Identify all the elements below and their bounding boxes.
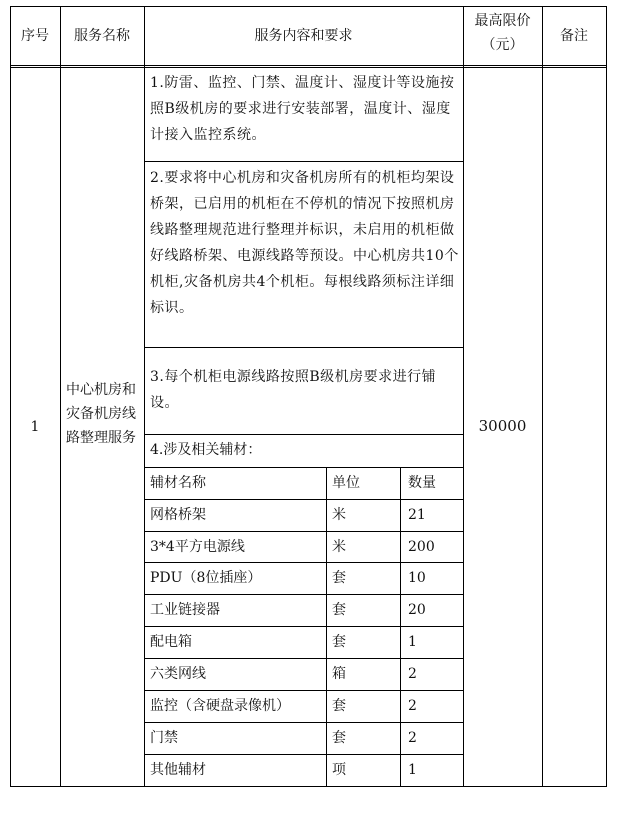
content-item-2: 2.要求将中心机房和灾备机房所有的机柜均架设桥架，已启用的机柜在不停机的情况下按照机房线路整理规范进行整理并标识，未启用的机柜做好线路桥架、电源线路等预设。中心机房共10个机柜,灾备机房共4个机柜。每根线路须标注详细标识。 <box>150 170 459 316</box>
materials-row-line <box>144 658 464 659</box>
materials-header-name: 辅材名称 <box>150 475 206 491</box>
materials-col-divider-1 <box>326 467 327 787</box>
table-border-left <box>10 6 11 787</box>
header-max-price: 最高限价 <box>474 13 531 29</box>
header-content: 服务内容和要求 <box>254 28 353 44</box>
materials-row-line <box>144 690 464 691</box>
content-item-1: 1.防雷、监控、门禁、温度计、湿度计等设施按照B级机房的要求进行安装部署，温度计、湿度计接入监控系统。 <box>150 75 455 143</box>
table-row-unit: 米 <box>332 539 346 555</box>
materials-row-line <box>144 754 464 755</box>
header-max-price-unit: （元） <box>481 37 524 53</box>
col-divider-4 <box>542 6 543 787</box>
table-row-qty: 2 <box>408 730 417 746</box>
materials-header-unit: 单位 <box>332 475 360 491</box>
table-row-qty: 21 <box>408 507 426 523</box>
table-row-unit: 套 <box>332 698 346 714</box>
table-row-qty: 2 <box>408 698 417 714</box>
table-row-qty: 2 <box>408 666 417 682</box>
row-service-name: 中心机房和灾备机房线路整理服务 <box>66 382 136 446</box>
table-row-name: 六类网线 <box>150 666 206 682</box>
item-divider-3 <box>144 434 464 435</box>
materials-row-line <box>144 722 464 723</box>
item-divider-1 <box>144 161 464 162</box>
row-price: 30000 <box>478 417 527 435</box>
table-row-unit: 项 <box>332 762 346 778</box>
table-border-bottom <box>10 786 607 787</box>
table-row-unit: 套 <box>332 570 346 586</box>
table-row-qty: 10 <box>408 570 426 586</box>
materials-top-line <box>144 467 464 468</box>
header-note: 备注 <box>560 28 588 44</box>
table-border-right <box>606 6 607 787</box>
materials-row-line <box>144 594 464 595</box>
header-seq: 序号 <box>21 28 49 44</box>
table-row-unit: 套 <box>332 602 346 618</box>
materials-row-line <box>144 499 464 500</box>
col-divider-3 <box>463 6 464 787</box>
table-row-qty: 1 <box>408 634 417 650</box>
col-divider-1 <box>60 6 61 787</box>
table-row-name: 网格桥架 <box>150 507 206 523</box>
row-seq: 1 <box>30 419 40 435</box>
table-row-name: 其他辅材 <box>150 762 206 778</box>
item-divider-2 <box>144 347 464 348</box>
table-row-unit: 套 <box>332 730 346 746</box>
table-row-unit: 箱 <box>332 666 346 682</box>
header-divider <box>10 65 607 68</box>
service-table <box>10 6 607 787</box>
col-divider-2 <box>144 6 145 787</box>
materials-col-divider-2 <box>400 467 401 787</box>
table-row-qty: 200 <box>408 539 435 555</box>
table-row-name: 工业链接器 <box>150 602 220 618</box>
table-border-top <box>10 6 607 7</box>
table-row-name: 监控（含硬盘录像机） <box>150 698 290 714</box>
materials-header-qty: 数量 <box>408 475 436 491</box>
header-service-name: 服务名称 <box>74 28 130 44</box>
table-row-name: PDU（8位插座） <box>150 570 262 586</box>
materials-row-line <box>144 626 464 627</box>
content-item-4: 4.涉及相关辅材： <box>150 442 262 458</box>
table-row-name: 门禁 <box>150 730 178 746</box>
table-row-name: 3*4平方电源线 <box>150 539 245 555</box>
materials-row-line <box>144 562 464 563</box>
table-row-unit: 套 <box>332 634 346 650</box>
table-row-unit: 米 <box>332 507 346 523</box>
content-item-3: 3.每个机柜电源线路按照B级机房要求进行铺设。 <box>150 369 437 411</box>
table-row-qty: 1 <box>408 762 417 778</box>
table-row-name: 配电箱 <box>150 634 192 650</box>
materials-row-line <box>144 531 464 532</box>
table-row-qty: 20 <box>408 602 426 618</box>
